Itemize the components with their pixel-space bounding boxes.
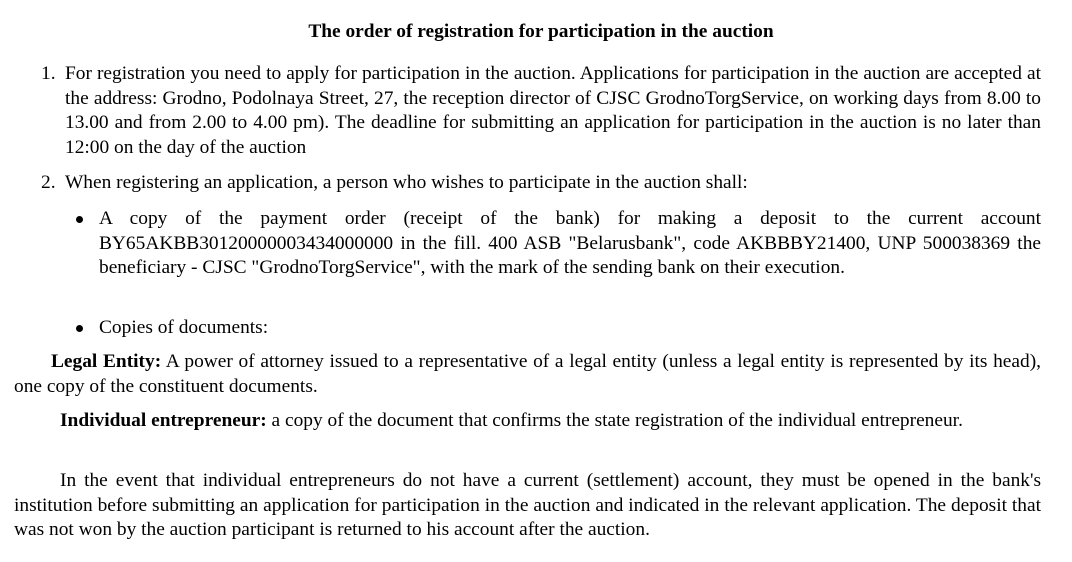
legal-entity-paragraph [14, 350, 1041, 399]
individual-entrepreneur-text: a copy of the document that confirms the state registration of the individual entrepreneur. [266, 410, 963, 431]
individual-entrepreneur-paragraph [14, 409, 1041, 434]
bullet-icon [76, 325, 83, 332]
bullet-item-text: A copy of the payment order (receipt of the bank) for making a deposit to the current account BY65AKBB30120000003434000000 in the fill. 400 ASB "Belarusbank", code AKBBBY21400, UNP 500038369 the beneficiary - CJSC "GrodnoTorgService", with the mark of the sending bank on their execution. [99, 208, 1041, 278]
document-title: The order of registration for participation in the auction [308, 21, 774, 42]
legal-entity-text: A power of attorney issued to a representative of a legal entity (unless a legal entity is represented by its head), one copy of the constituent documents. [14, 351, 1042, 397]
numbered-item-number: 1. [41, 63, 56, 84]
individual-entrepreneur-label: Individual entrepreneur: [60, 410, 267, 431]
numbered-item-text: When registering an application, a person who wishes to participate in the auction shall: [65, 172, 748, 193]
bullet-item-text: Copies of documents: [99, 317, 269, 338]
numbered-item-text: For registration you need to apply for participation in the auction. Applications for participation in the auction are accepted at the address: Grodno, Podolnaya Street, 27, the reception director of CJSC GrodnoTorgService, on working days from 8.00 to 13.00 and from 2.00 to 4.00 pm). The deadline for submitting an application for participation in the auction is no later than 12:00 on the day of the auction [65, 63, 1041, 158]
legal-entity-label: Legal Entity: [51, 351, 162, 372]
numbered-item-number: 2. [41, 172, 56, 193]
bullet-icon [76, 216, 83, 223]
closing-paragraph: In the event that individual entrepreneurs do not have a current (settlement) account, they must be opened in the bank's institution before submitting an application for participation in the auction and indicated in the relevant application. The deposit that was not won by the auction participant is returned to his account after the auction. [14, 470, 1041, 540]
